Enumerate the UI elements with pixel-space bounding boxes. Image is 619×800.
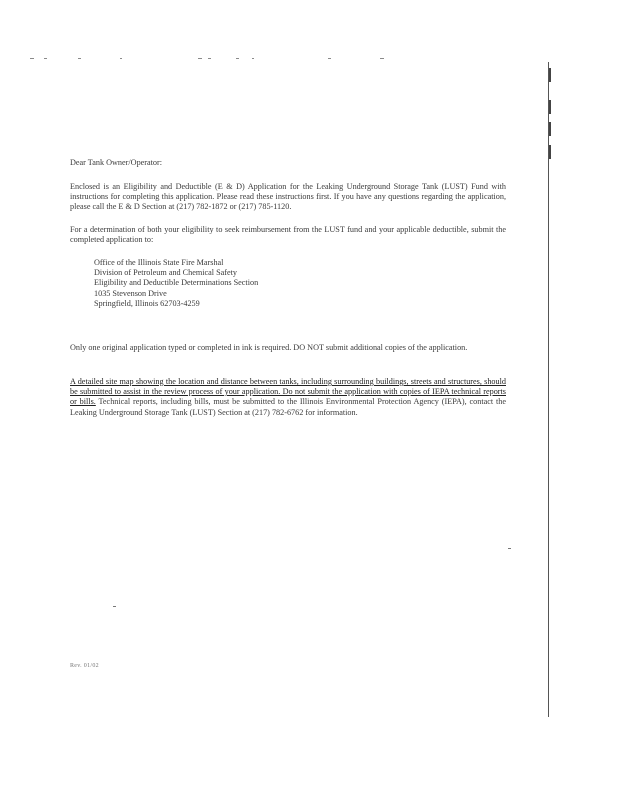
margin-tick — [549, 68, 551, 82]
margin-tick — [549, 122, 551, 136]
form-revision-code: Rev. 01/02 — [70, 663, 99, 669]
paragraph-site-map — [70, 377, 506, 418]
paragraph-original-copy: Only one original application typed or completed in ink is required. DO NOT submit additional copies of the application. — [70, 343, 468, 352]
right-margin-rule — [548, 62, 549, 717]
site-map-underlined-text: A detailed site map showing the location and distance between tanks, including surrounding buildings, streets and structures, should be submitted to assist in the review process of your application. Do not submit the application with copies of IEPA technical reports or bills. — [70, 377, 506, 407]
salutation: Dear Tank Owner/Operator: — [70, 158, 163, 167]
address-line: Division of Petroleum and Chemical Safety — [94, 268, 238, 278]
margin-tick — [549, 145, 551, 159]
paragraph-enclosed-application: Enclosed is an Eligibility and Deductible (E & D) Application for the Leaking Underground Storage Tank (LUST) Fund with instructions for completing this application. Please read these instructions first. If you have any questions regarding the application, please call the E & D Section at (217) 782-1872 or (217) 785-1120. — [70, 182, 506, 212]
margin-tick — [549, 100, 551, 114]
scan-speck — [113, 606, 116, 607]
header-scan-marks — [30, 58, 550, 64]
address-line: Springfield, Illinois 62703-4259 — [94, 298, 200, 308]
address-line: Eligibility and Deductible Determinations Section — [94, 278, 259, 288]
site-map-rest-text: Technical reports, including bills, must be submitted to the Illinois Environmental Protection Agency (IEPA), contact the Leaking Underground Storage Tank (LUST) Section at (217) 782-6762 for information. — [70, 397, 506, 417]
address-line: Office of the Illinois State Fire Marshal — [94, 258, 224, 267]
address-line: 1035 Stevenson Drive — [94, 288, 167, 298]
mailing-address — [94, 258, 258, 309]
paragraph-submit-instructions: For a determination of both your eligibility to seek reimbursement from the LUST fund and your applicable deductible, submit the completed application to: — [70, 225, 506, 245]
scan-speck — [508, 548, 511, 549]
